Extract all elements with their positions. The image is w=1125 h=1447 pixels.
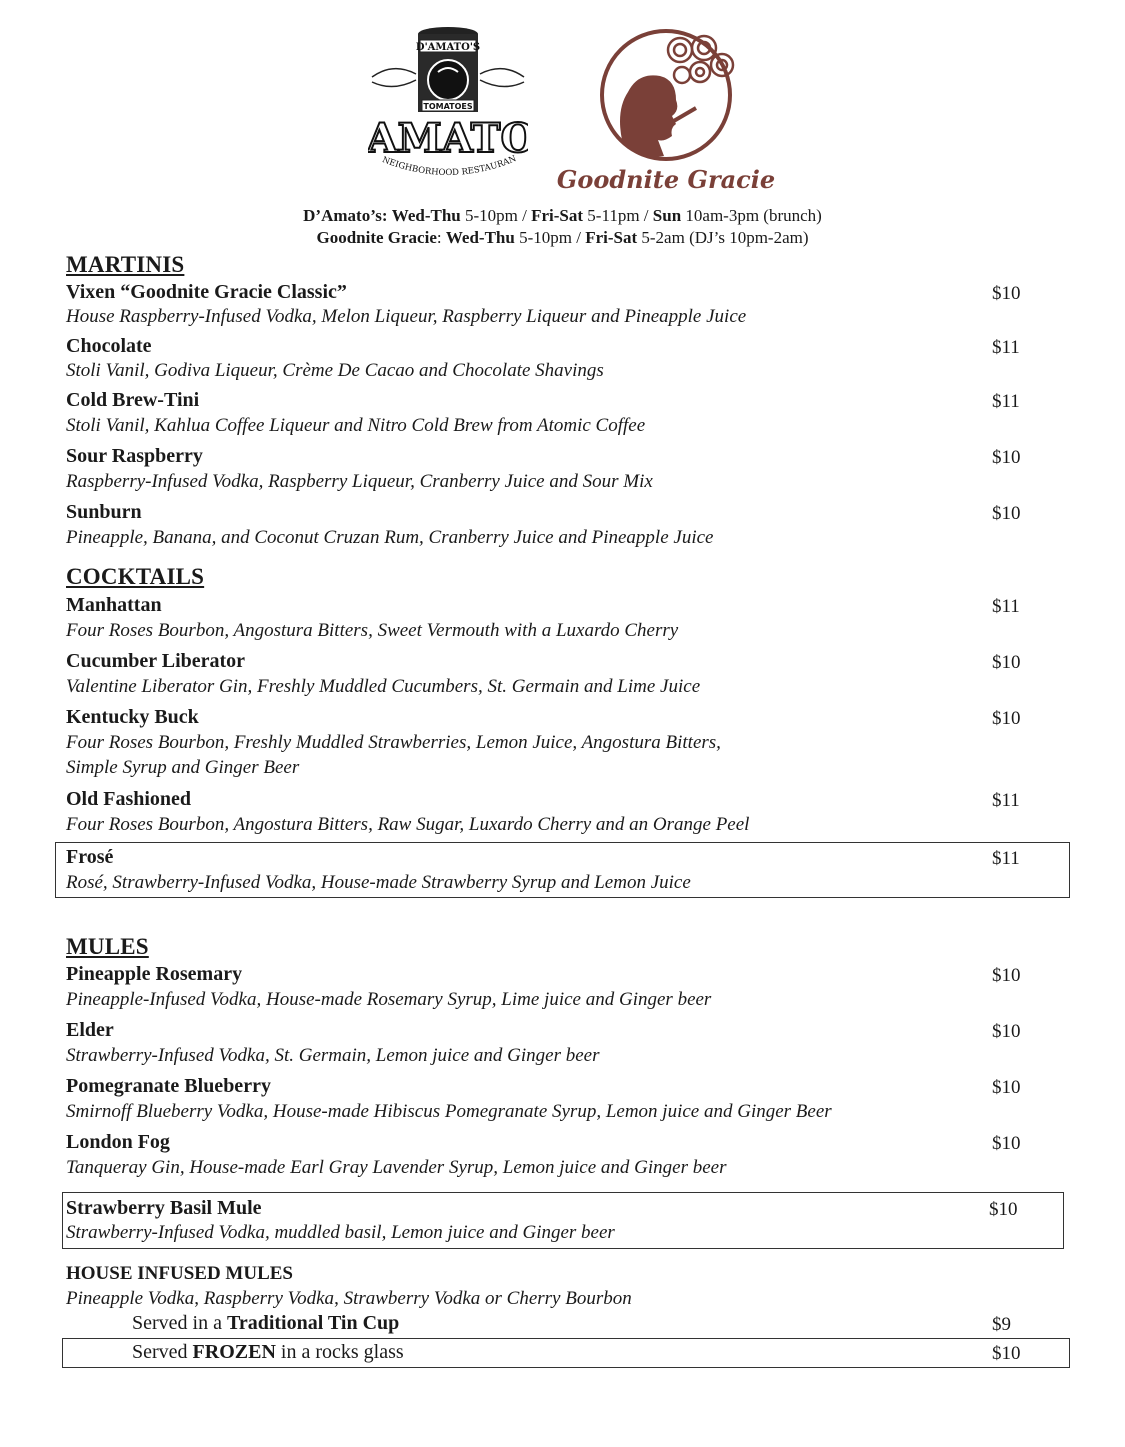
section-title-cocktails: COCKTAILS — [66, 564, 205, 589]
item-name: Pineapple Rosemary — [66, 963, 243, 985]
svg-text:D'AMATO'S: D'AMATO'S — [415, 42, 481, 53]
item-name: Chocolate — [66, 335, 152, 357]
damatos-logo-icon — [368, 22, 528, 192]
svg-text:TOMATOES: TOMATOES — [423, 102, 473, 111]
item-description: Raspberry-Infused Vodka, Raspberry Liqueur, Cranberry Juice and Sour Mix — [66, 471, 653, 492]
item-description: Stoli Vanil, Kahlua Coffee Liqueur and Nitro Cold Brew from Atomic Coffee — [66, 415, 646, 436]
item-price: $10 — [992, 965, 1021, 986]
item-price: $10 — [992, 652, 1021, 673]
item-price: $10 — [992, 1077, 1021, 1098]
svg-text:NEIGHBORHOOD RESTAURANT: NEIGHBORHOOD RESTAURAN — [380, 154, 518, 179]
goodnite-gracie-logo-icon — [556, 20, 776, 195]
item-price: $10 — [992, 1021, 1021, 1042]
item-description: House Raspberry-Infused Vodka, Melon Liqueur, Raspberry Liqueur and Pineapple Juice — [66, 306, 747, 327]
item-price: $11 — [992, 337, 1020, 358]
item-name: Sunburn — [66, 501, 142, 523]
item-description-continued: Simple Syrup and Ginger Beer — [66, 757, 300, 778]
item-price: $11 — [992, 790, 1020, 811]
damatos-logo — [368, 22, 528, 192]
damatos-hours: D’Amato’s: Wed-Thu 5-10pm / Fri-Sat 5-11pm / Sun 10am-3pm (brunch) — [303, 206, 822, 225]
item-price: $10 — [992, 283, 1021, 304]
section-title-house-infused: HOUSE INFUSED MULES — [66, 1263, 293, 1284]
item-description: Strawberry-Infused Vodka, St. Germain, Lemon juice and Ginger beer — [66, 1045, 600, 1066]
goodnite-gracie-logo — [556, 20, 776, 195]
option-frozen: Served FROZEN in a rocks glass — [132, 1341, 404, 1363]
item-name: London Fog — [66, 1131, 170, 1153]
svg-text:Goodnite Gracie: Goodnite Gracie — [556, 165, 776, 194]
svg-text:D'AMATO'S: AMATO — [368, 115, 528, 162]
item-name: Elder — [66, 1019, 114, 1041]
item-description: Pineapple-Infused Vodka, House-made Rosemary Syrup, Lime juice and Ginger beer — [66, 989, 712, 1010]
item-name: Cucumber Liberator — [66, 650, 246, 672]
item-description: Stoli Vanil, Godiva Liqueur, Crème De Cacao and Chocolate Shavings — [66, 360, 604, 381]
house-infused-description: Pineapple Vodka, Raspberry Vodka, Strawberry Vodka or Cherry Bourbon — [66, 1288, 632, 1309]
item-name: Kentucky Buck — [66, 706, 199, 728]
item-description: Pineapple, Banana, and Coconut Cruzan Rum, Cranberry Juice and Pineapple Juice — [66, 527, 714, 548]
item-name: Strawberry Basil Mule — [66, 1197, 262, 1219]
item-name: Frosé — [66, 846, 114, 868]
item-name: Old Fashioned — [66, 788, 192, 810]
item-description: Four Roses Bourbon, Freshly Muddled Strawberries, Lemon Juice, Angostura Bitters, — [66, 732, 721, 753]
item-name: Sour Raspberry — [66, 445, 203, 467]
item-description: Strawberry-Infused Vodka, muddled basil, Lemon juice and Ginger beer — [66, 1222, 615, 1243]
item-price: $11 — [992, 596, 1020, 617]
item-price: $10 — [992, 1133, 1021, 1154]
item-price: $10 — [992, 503, 1021, 524]
item-name: Vixen “Goodnite Gracie Classic” — [66, 281, 347, 303]
item-price: $11 — [992, 391, 1020, 412]
item-description: Smirnoff Blueberry Vodka, House-made Hibiscus Pomegranate Syrup, Lemon juice and Ginger Beer — [66, 1101, 832, 1122]
item-description: Four Roses Bourbon, Angostura Bitters, Raw Sugar, Luxardo Cherry and an Orange Peel — [66, 814, 750, 835]
item-price: $11 — [992, 848, 1020, 869]
item-description: Four Roses Bourbon, Angostura Bitters, Sweet Vermouth with a Luxardo Cherry — [66, 620, 679, 641]
gracie-hours: Goodnite Gracie: Wed-Thu 5-10pm / Fri-Sat 5-2am (DJ’s 10pm-2am) — [316, 228, 809, 247]
item-description: Tanqueray Gin, House-made Earl Gray Lavender Syrup, Lemon juice and Ginger beer — [66, 1157, 727, 1178]
item-name: Cold Brew-Tini — [66, 389, 200, 411]
item-description: Valentine Liberator Gin, Freshly Muddled Cucumbers, St. Germain and Lime Juice — [66, 676, 701, 697]
option-tin-cup-price: $9 — [992, 1314, 1011, 1335]
item-name: Manhattan — [66, 594, 162, 616]
item-price: $10 — [992, 447, 1021, 468]
item-description: Rosé, Strawberry-Infused Vodka, House-made Strawberry Syrup and Lemon Juice — [66, 872, 691, 893]
item-name: Pomegranate Blueberry — [66, 1075, 271, 1097]
section-title-mules: MULES — [66, 934, 149, 959]
section-title-martinis: MARTINIS — [66, 252, 185, 277]
option-frozen-price: $10 — [992, 1343, 1021, 1364]
item-price: $10 — [989, 1199, 1018, 1220]
option-tin-cup: Served in a Traditional Tin Cup — [132, 1312, 400, 1334]
item-price: $10 — [992, 708, 1021, 729]
